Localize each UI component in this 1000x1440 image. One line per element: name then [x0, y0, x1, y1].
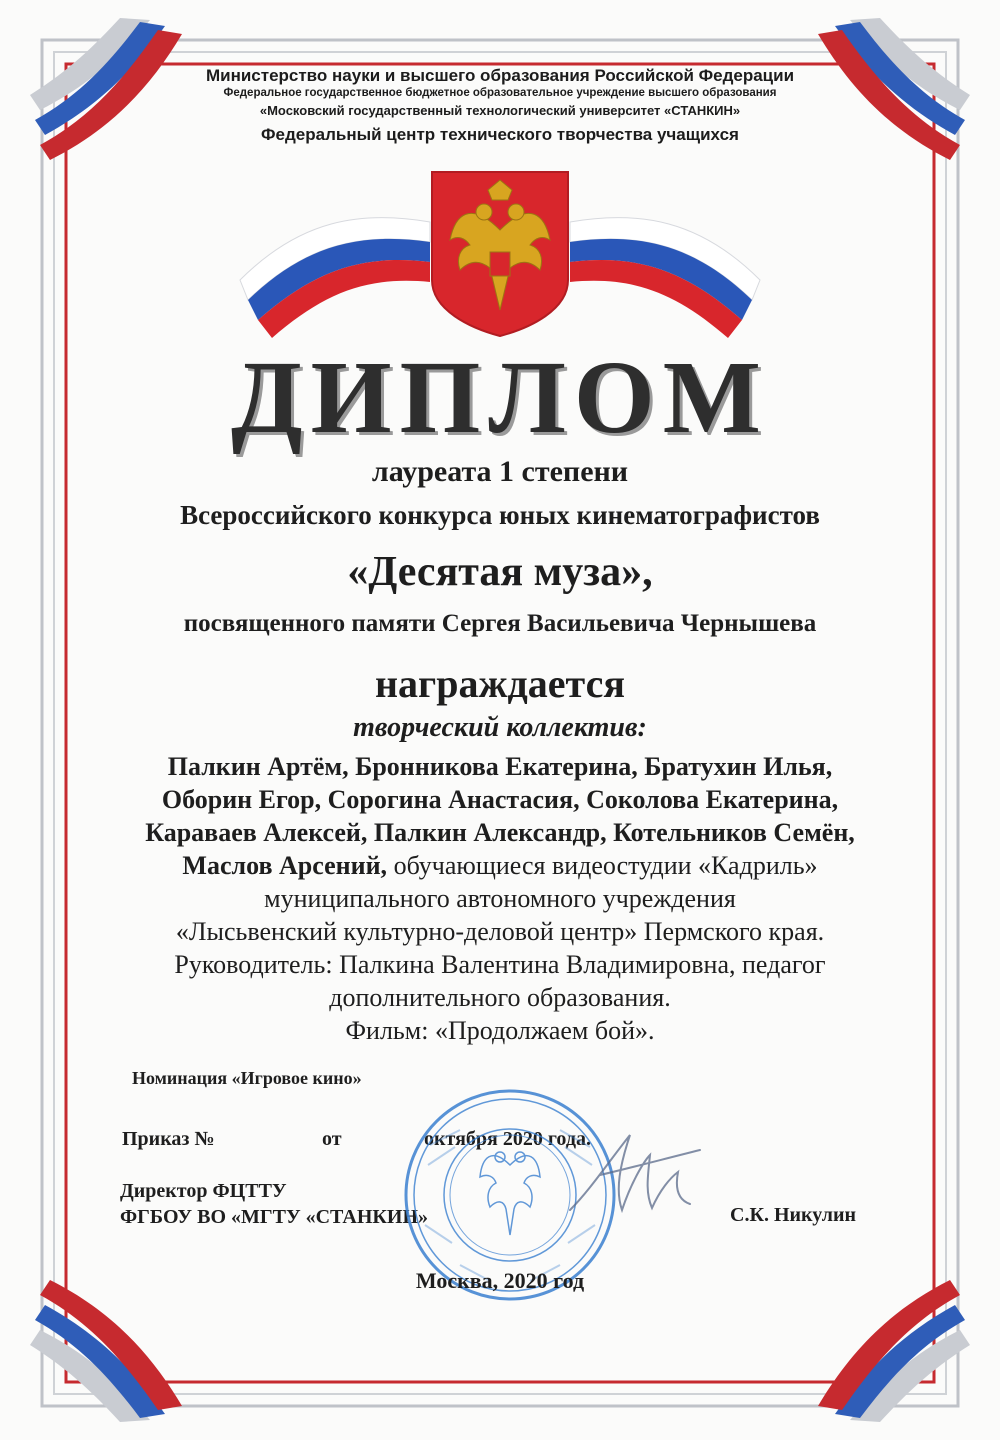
nomination: Номинация «Игровое кино»	[132, 1068, 362, 1088]
position-line-2: ФГБОУ ВО «МГТУ «СТАНКИН»	[120, 1206, 429, 1228]
names-line-3: Караваев Алексей, Палкин Александр, Котельников Семён,	[145, 818, 855, 847]
diploma-title: ДИПЛОМ	[231, 340, 769, 455]
coat-of-arms-icon	[0, 160, 1000, 340]
signature-icon	[560, 1120, 710, 1230]
names-line-1: Палкин Артём, Бронникова Екатерина, Братухин Илья,	[167, 752, 833, 781]
institution-line: муниципального автономного учреждения	[264, 884, 736, 913]
laureate-degree: лауреата 1 степени	[371, 455, 629, 488]
names-line-2: Оборин Егор, Сорогина Анастасия, Соколова Екатерина,	[161, 785, 839, 814]
institution-type-line: Федеральное государственное бюджетное образовательное учреждение высшего образования	[223, 87, 777, 99]
supervisor-role-line: дополнительного образования.	[329, 983, 671, 1012]
dedication-line: посвященного памяти Сергея Васильевича Чернышева	[183, 610, 817, 637]
corner-ribbon-bottom-right	[818, 1280, 970, 1422]
awarded-heading: награждается	[375, 661, 625, 706]
names-line-4: Маслов Арсений,	[182, 851, 388, 880]
studio-line: обучающиеся видеостудии «Кадриль»	[387, 851, 818, 880]
order-label: Приказ №	[122, 1128, 215, 1150]
contest-line: Всероссийского конкурса юных кинематографистов	[180, 500, 820, 530]
center-name-line: «Лысьвенский культурно-деловой центр» Пермского края.	[175, 917, 825, 946]
center-line: Федеральный центр технического творчества учащихся	[261, 125, 739, 144]
collective-label: творческий коллектив:	[353, 712, 647, 743]
supervisor-line: Руководитель: Палкина Валентина Владимировна, педагог	[174, 950, 826, 979]
city-year: Москва, 2020 год	[415, 1268, 585, 1293]
contest-name: «Десятая муза»,	[347, 549, 653, 595]
university-line: «Московский государственный технологический университет «СТАНКИН»	[259, 103, 741, 118]
order-from: от	[322, 1128, 342, 1150]
ministry-line: Министерство науки и высшего образования Российской Федерации	[205, 66, 795, 85]
signatory-position	[120, 1178, 428, 1230]
film-line: Фильм: «Продолжаем бой».	[345, 1016, 655, 1045]
position-line-1: Директор ФЦТТУ	[120, 1180, 287, 1202]
corner-ribbon-bottom-left	[30, 1280, 182, 1422]
signatory-name: С.К. Никулин	[730, 1204, 857, 1226]
recipients-block	[0, 750, 1000, 1047]
order-date: октября 2020 года.	[424, 1128, 591, 1150]
